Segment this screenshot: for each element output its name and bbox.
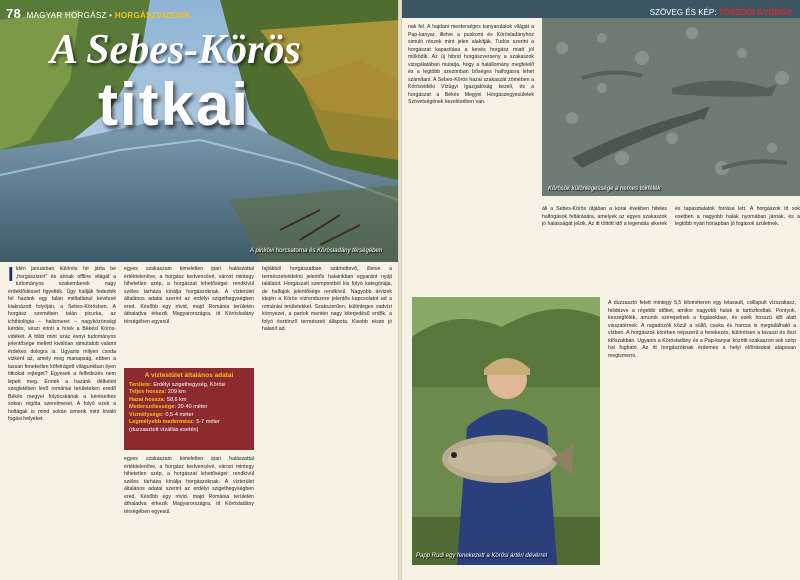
- article-title-line2: titkai: [98, 71, 251, 138]
- left-page: [0, 0, 398, 580]
- right-page: [402, 0, 800, 580]
- byline-author: TÖSZÖGI GYÖRGY: [718, 8, 792, 17]
- left-page-number: 78: [6, 6, 22, 21]
- hero-caption: A pinkövi horcsatorna és Körösladány térségében: [250, 248, 383, 254]
- facts-row: Területe: Erdélyi szigethegység, Körösi: [129, 381, 226, 388]
- facts-row: Vízmélysége: 0,5-4 méter: [129, 411, 194, 418]
- article-title-line1: A Sebes-Körös: [50, 27, 301, 73]
- facts-row: Teljes hossza: 209 km: [129, 389, 186, 395]
- byline-label: SZÖVEG ÉS KÉP:: [649, 8, 717, 17]
- text-column-left-2b: egyes szakaszain kimeletlen ipari halászattal értéktelenítve, a horgász kedvencévé, várost mintegy hihetetlen szép, a horgászat lehetőségei: rendkívül széles tárháza kínálja horgászoknak. A vízterület általános adatai szerint az erdélyi szigethegységben ered. Később egy rövid, majd Románia területén áthaladva érkezik Magyarországra, itt Körösladány térségében egyesül.: [124, 456, 254, 515]
- fish-caption: Körösök különlegessége a nemes tokfélék: [548, 186, 661, 192]
- angler-caption: Papp Rudi egy fenekezett a Körösi ártéri dévérrel: [416, 553, 548, 559]
- text-column-left-1: [8, 266, 116, 570]
- facts-row: Legmélyebb medermész: 5-7 méter (duzzasztott vízállás esetén): [129, 419, 220, 433]
- sturgeon-underwater-photo: [542, 18, 800, 196]
- water-facts-box: [124, 368, 254, 450]
- text-column-left-2: egyes szakaszain kimeletlen ipari halászattal értéktelenítve, a horgász kedvencévé, várost mintegy hihetetlen szép, a horgászat lehetőségei: rendkívül széles tárháza kínálja horgászoknak. A vízterület általános adatai szerint az erdélyi szigethegységben ered. Később egy rövid, majd Románia területén áthaladva érkezik Magyarországra, itt Körösladány térségében egyesül.: [124, 266, 254, 325]
- hero-river-photo: [0, 0, 398, 262]
- left-running-header: [6, 6, 191, 21]
- text-column-right-3: A duzzasztó felett mintegy 5,5 kilométeren egy lelassult, csillapult vízszakasz, felidézve a régebbi időket, amikor nagyobb halak is tartózkodtak. Pontyok, keszegfélék, amurok szerepelnek a fogásokban, és ezek hosszú idő alatt visszatérnek. A ragadozók közül a süllő, csuka és harcsa is megtalálható a vízben. A horgászok körében népszerű a fenekezés, különösen a tavaszi és őszi időszakban. Ugyanis a Körösladány és a Pap-kanyar közötti szakaszon sok szép hal fogható. Az itt horgászóknak érdemes a helyi előírásokat alaposan megismerni.: [608, 300, 796, 359]
- section-name: HORGÁSZVIZEINK: [114, 11, 191, 20]
- angler-with-bream-photo: [412, 297, 600, 565]
- magazine-name: MAGYAR HORGÁSZ •: [26, 11, 113, 20]
- text-column-left-3: fajtákból horgászatban számottevő, illetve a természetvédelmi jelentős halainkban egyaránt nyújt találatot. Horgászati szempontból kis folyó kategóriája, de halfajok jelentősége rendkívül. Nagyobb árvizek idején a Körös vízrendszere jelentős kapcsolatot ad a romániai területekkel. Szakszerűen, különleges vadvízi környezet, a partok mentén nagy kiterjedésű erdők, a folyó ösztönző természeti állapota. Kisebb része jó halasít ad.: [262, 266, 392, 332]
- text-column-right-1: nak fel. A hajdani mesterséges kanyarulatok világát a Pap-kanyar, illetve a puskomi és Körösladányhoz simuló részek mint jelen alakítják. Tudós szerint a horgászat kapacitása a kevés horgász miatt jól működik. Az új hibrid horgászverseny a szakaszok vizsgálatában mutatja, hogy a halállomány megfelelő és a legtöbb szezonban bőséges halfogásra lehet számítani. A Sebes-Körös hazai szakaszát zömében a Körösvidéki Vízügyi Igazgatóság kezeli, és a horgászat a Békés Megyei Horgászegyesületek Szövetségének kezelésében van.: [408, 24, 534, 105]
- text-column-right-2: áll a Sebes-Körös útjában a korai években hiteles halfogások feltárására, amelyek az egyes szakaszok jó halasságát jelzik. Az itt töltött idő a legendás sikerek és tapasztalatok forrása lett. A horgászok itt sok esetben a nagyobb halak nyomában járnak, és a legtöbb nyári hónapban jó fogások születnek.: [542, 206, 800, 227]
- facts-row: Mederszélessége: 20-40 méter: [129, 404, 208, 410]
- facts-row: Hazai hossza: 58,6 km: [129, 396, 187, 403]
- text-column-left-1-body: Idén januárban különös hír járta be „horgászizert” és annak offline világát a tudományos szakemberek nagy érdeklődéssel figyelték. Úgy hallják fedezték fel hazánk egy talán méltatlanul kevéssé kiaknázott folyóján, a Sebes-Körösben. A horgász szemében talán picurka, az ichthiológia – halismeret – nagyközönségi kérdés, vészi érinti a hírek a Békési Körös-vidékét. A több mint száz évnyi tudományos jelentősége mellett kiválóan rámutatott valami érdekes dologra is. Ugyanis milyen csoda vizként az, amely meg manapság, ebben a lassan feneketlen kőfelrágott világunkban ilyen titkokat rejteget? Egyesek a felfedezés nem lepett meg. Ennek a hazánk délkeleti szegletében lévő romániai területeken eredő Békés megyei folyócskának a kéréseihez sokan régóta szerelmesei. A folyó ezek a holtágak is mind sokan ismerik mint kiváló fogási helyeket.: [8, 266, 116, 422]
- facts-box-title: A víztestület általános adatai: [144, 372, 234, 379]
- drop-cap: I: [8, 266, 14, 286]
- right-running-header: [650, 8, 792, 17]
